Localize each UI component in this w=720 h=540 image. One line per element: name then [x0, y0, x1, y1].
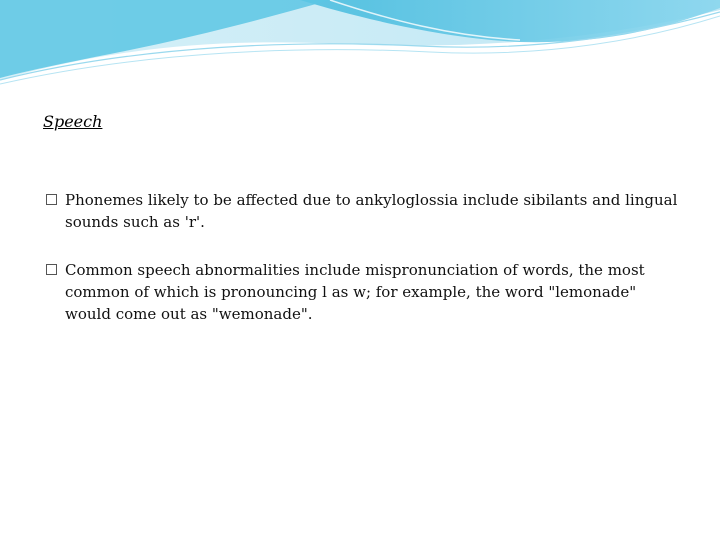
bullet-item — [46, 259, 686, 325]
bullet-item — [46, 189, 686, 233]
slide-heading: Speech — [43, 112, 103, 131]
bullet-text: Phonemes likely to be affected due to ankyloglossia include sibilants and lingual sounds such as 'r'. — [65, 191, 678, 231]
header-wave-decoration — [0, 0, 720, 90]
box-bullet-icon — [46, 264, 57, 275]
bullet-text: Common speech abnormalities include mispronunciation of words, the most common of which is pronouncing l as w; for example, the word "lemonade" would come out as "wemonade". — [65, 261, 645, 323]
bullet-list — [46, 189, 686, 351]
box-bullet-icon — [46, 194, 57, 205]
